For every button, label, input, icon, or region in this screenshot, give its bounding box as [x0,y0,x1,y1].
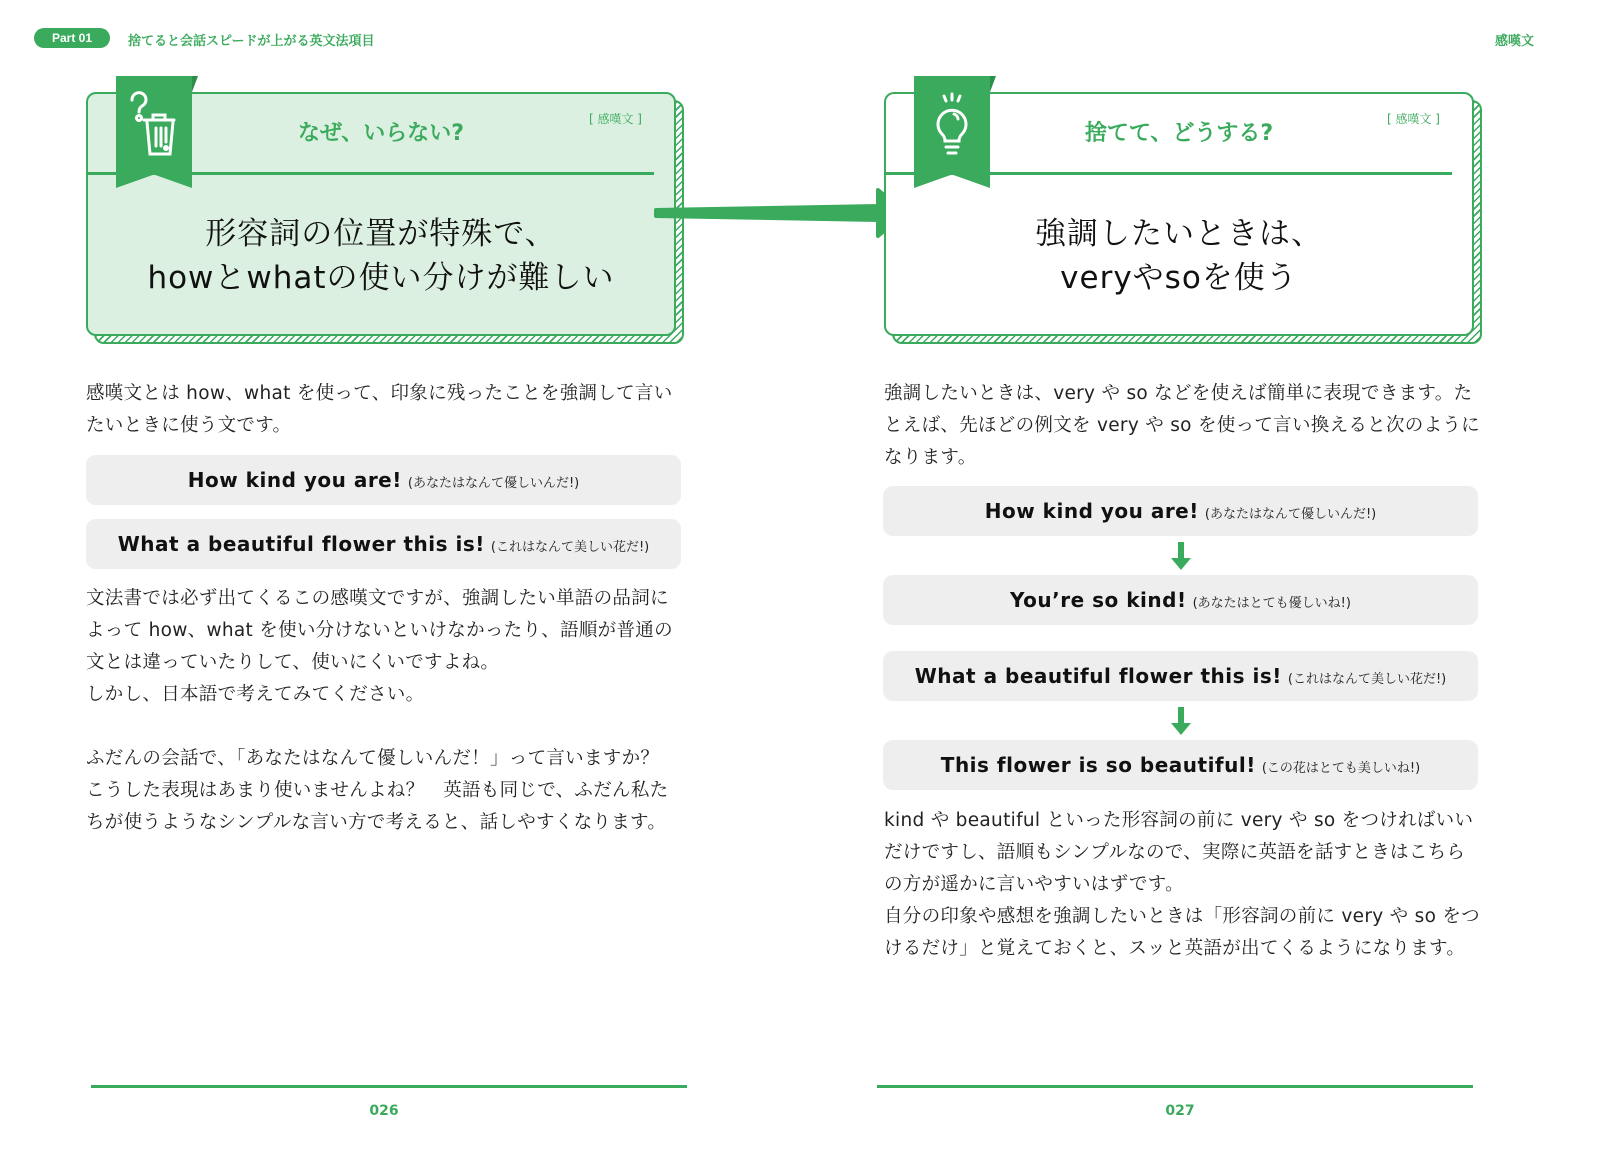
example-sentence [883,575,1478,625]
left-card-heading: なぜ、いらない? [297,121,465,146]
part-badge: Part 01 [34,28,110,48]
right-card-main-line2: veryやsoを使う [1060,260,1298,296]
right-card-tag: [ 感嘆文 ] [1387,112,1440,126]
example-japanese: (この花はとても美しいね!) [1261,761,1421,776]
right-footer-rule [877,1085,1473,1088]
example-japanese: (あなたはとても優しいね!) [1192,596,1351,611]
left-body-text-1: 文法書では必ず出てくるこの感嘆文ですが、強調したい単語の品詞によって how、what を使い分けないといけなかったり、語順が普通の文とは違っていたりして、使いにくいですよね。 [86,588,673,673]
ribbon-fold [990,76,996,92]
example-sentence [883,740,1478,790]
right-card-divider [886,172,1452,175]
example-japanese: (これはなんて美しい花だ!) [1287,672,1447,687]
example-english: How kind you are! [984,499,1199,523]
example-sentence [86,519,681,569]
right-body-text-2: 自分の印象や感想を強調したいときは「形容詞の前に very や so をつけるだけ」と覚えておくと、スッと英語が出てくるようになります。 [884,906,1480,959]
example-sentence [86,455,681,505]
down-arrow-icon [1171,707,1191,735]
right-body-paragraph [884,805,1480,965]
chapter-label: 感嘆文 [1494,34,1534,49]
example-japanese: (これはなんて美しい花だ!) [490,540,650,555]
right-arrow-icon [650,186,910,242]
right-card-main-text [886,212,1472,300]
example-sentence [883,486,1478,536]
ribbon-fold [192,76,198,92]
left-body-paragraph [86,583,682,839]
left-card-tag: [ 感嘆文 ] [589,112,642,126]
right-summary-card [884,92,1474,336]
down-arrow-icon [1171,542,1191,570]
left-body-text-3: ふだんの会話で、「あなたはなんて優しいんだ！」って言いますか？ こうした表現はあまり使いませんよね？ 英語も同じで、ふだん私たちが使うようなシンプルな言い方で考えると、話しやすくなります。 [86,748,678,833]
left-intro-paragraph: 感嘆文とは how、what を使って、印象に残ったことを強調して言いたいときに使う文です。 [86,383,673,436]
example-english: How kind you are! [187,468,402,492]
example-english: You’re so kind! [1010,588,1187,612]
left-card-main-line2: howとwhatの使い分けが難しい [147,260,615,296]
right-body-text-1: kind や beautiful といった形容詞の前に very や so をつければいいだけですし、語順もシンプルなので、実際に英語を話すときはこちらの方が遥かに言いやすいはずです。 [884,810,1474,895]
left-body-text-2: しかし、日本語で考えてみてください。 [86,684,425,705]
right-intro-paragraph: 強調したいときは、very や so などを使えば簡単に表現できます。たとえば、先ほどの例文を very や so を使って言い換えると次のようになります。 [884,383,1480,468]
left-card-main-text [88,212,674,300]
left-card-divider [88,172,654,175]
left-summary-card [86,92,676,336]
left-footer-rule [91,1085,687,1088]
example-sentence [883,651,1478,701]
right-card-main-line1: 強調したいときは、 [1035,216,1323,252]
left-page-number: 026 [369,1103,399,1119]
example-english: What a beautiful flower this is! [117,532,485,556]
example-english: What a beautiful flower this is! [914,664,1282,688]
right-page-number: 027 [1165,1103,1195,1119]
example-english: This flower is so beautiful! [940,753,1256,777]
book-section-title: 捨てると会話スピードが上がる英文法項目 [128,34,375,49]
example-japanese: (あなたはなんて優しいんだ!) [407,476,580,491]
left-card-main-line1: 形容詞の位置が特殊で、 [205,216,557,252]
right-card-heading: 捨てて、どうする? [1084,121,1274,146]
example-japanese: (あなたはなんて優しいんだ!) [1204,507,1377,522]
